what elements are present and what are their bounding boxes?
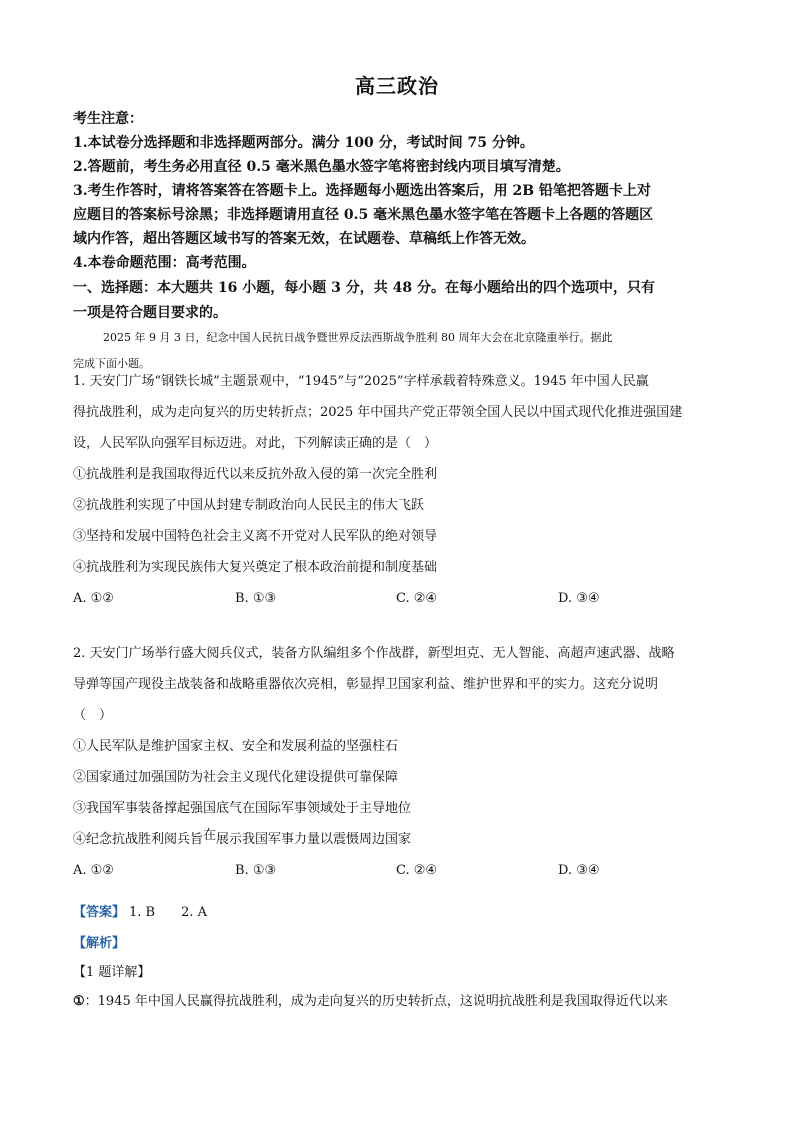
notice-line: 应题目的答案标号涂黑；非选择题请用直径 0.5 毫米黑色墨水签字笔在答题卡上各题的答题区 [73, 207, 654, 223]
question-stem-line: 导弹等国产现役主战装备和战略重器依次亮相，彰显捍卫国家利益、维护世界和平的实力。这充分说明 [73, 677, 659, 692]
statement-option: ③坚持和发展中国特色社会主义离不开党对人民军队的绝对领导 [73, 529, 438, 544]
page-title: 高三政治 [355, 74, 439, 98]
option-text: 展示我国军事力量以震慑周边国家 [216, 832, 412, 847]
detail-marker: ① [73, 994, 85, 1009]
answer-label: 【答案】 [73, 905, 126, 920]
question-stem-line: 2. 天安门广场举行盛大阅兵仪式，装备方队编组多个作战群，新型坦克、无人智能、高超声速武器、战略 [73, 646, 675, 661]
section-line: 一项是符合题目要求的。 [73, 305, 227, 321]
answer-choices [73, 855, 733, 886]
choice-b: B. ①③ [235, 863, 277, 878]
question-1 [73, 366, 733, 614]
choice-a: A. ①② [73, 863, 114, 878]
section-heading [73, 276, 733, 326]
statement-option: ④抗战胜利为实现民族伟大复兴奠定了根本政治前提和制度基础 [73, 560, 438, 575]
statement-option: ③我国军事装备撑起强国底气在国际军事领域处于主导地位 [73, 801, 412, 816]
notice-line: 3.考生作答时，请将答案答在答题卡上。选择题每小题选出答案后，用 2B 铅笔把答题卡上对 [73, 183, 651, 199]
option-text-raised: 在 [203, 828, 217, 843]
question-stem-line: 1. 天安门广场“钢铁长城”主题景观中，“1945”与“2025”字样承载着特殊意义。1945 年中国人民赢 [73, 374, 649, 389]
choice-a: A. ①② [73, 591, 114, 606]
statement-option [73, 824, 733, 855]
exam-notice [73, 107, 733, 275]
intro-line: 完成下面小题。 [73, 357, 150, 370]
question-stem-line: 得抗战胜利，成为走向复兴的历史转折点；2025 年中国共产党正带领全国人民以中国式现代化推进强国建 [73, 405, 683, 420]
notice-line: 4.本卷命题范围：高考范围。 [73, 255, 256, 271]
notice-line: 2.答题前，考生务必用直径 0.5 毫米黑色墨水签字笔将密封线内项目填写清楚。 [73, 159, 570, 175]
choice-c: C. ②④ [396, 863, 438, 878]
question-stem-line: 设，人民军队向强军目标迈进。对此，下列解读正确的是（ ） [73, 436, 438, 451]
question-2 [73, 638, 733, 886]
answer-choices [73, 583, 733, 614]
detail-text: ：1945 年中国人民赢得抗战胜利，成为走向复兴的历史转折点，这说明抗战胜利是我国取得近代以来 [84, 994, 668, 1009]
choice-c: C. ②④ [396, 591, 438, 606]
answer-value: 2. A [181, 905, 208, 920]
detail-heading: 【1 题详解】 [73, 965, 151, 980]
answer-value: 1. B [129, 905, 156, 920]
detail-line [73, 987, 733, 1017]
section-line: 一、选择题：本大题共 16 小题，每小题 3 分，共 48 分。在每小题给出的四个选项中，只有 [73, 280, 655, 296]
notice-line: 域内作答，超出答题区域书写的答案无效，在试题卷、草稿纸上作答无效。 [73, 231, 535, 247]
notice-line: 1.本试卷分选择题和非选择题两部分。满分 100 分，考试时间 75 分钟。 [73, 135, 534, 151]
question-stem-line: （ ） [73, 708, 113, 723]
analysis-row [73, 928, 733, 959]
intro-line: 2025 年 9 月 3 日，纪念中国人民抗日战争暨世界反法西斯战争胜利 80 周年大会在北京隆重举行。据此 [103, 331, 613, 344]
notice-heading: 考生注意： [73, 111, 143, 127]
statement-option: ①人民军队是维护国家主权、安全和发展利益的坚强柱石 [73, 739, 399, 754]
answer-section [73, 897, 733, 1017]
statement-option: ②国家通过加强国防为社会主义现代化建设提供可靠保障 [73, 770, 399, 785]
choice-d: D. ③④ [558, 863, 600, 878]
choice-d: D. ③④ [558, 591, 600, 606]
statement-option: ②抗战胜利实现了中国从封建专制政治向人民民主的伟大飞跃 [73, 498, 425, 513]
statement-option: ①抗战胜利是我国取得近代以来反抗外敌入侵的第一次完全胜利 [73, 467, 438, 482]
analysis-label: 【解析】 [73, 936, 126, 951]
choice-b: B. ①③ [235, 591, 277, 606]
option-text: ④纪念抗战胜利阅兵旨 [73, 832, 204, 847]
answer-row [73, 897, 733, 928]
